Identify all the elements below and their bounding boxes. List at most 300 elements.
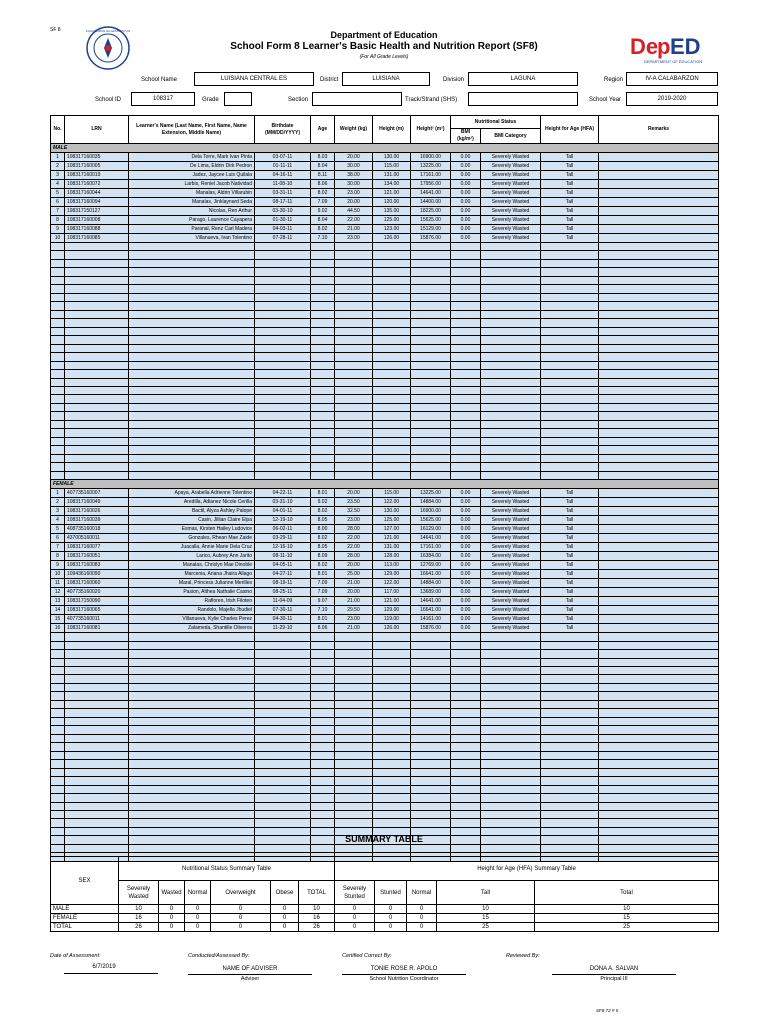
- cell-bmi[interactable]: 0.00: [451, 225, 481, 234]
- cell-height[interactable]: [373, 844, 411, 852]
- cell-remarks[interactable]: [599, 692, 719, 700]
- cell-name[interactable]: [129, 353, 255, 361]
- cell-birthdate[interactable]: [255, 378, 311, 386]
- cell-birthdate[interactable]: [255, 386, 311, 394]
- cell-bmi[interactable]: 0.00: [451, 207, 481, 216]
- cell-lrn[interactable]: 408735160018: [65, 525, 129, 534]
- table-row[interactable]: [51, 336, 719, 344]
- cell-hfa[interactable]: [541, 319, 599, 327]
- cell-bmi[interactable]: [451, 709, 481, 717]
- cell-no[interactable]: 7: [51, 207, 65, 216]
- cell-name[interactable]: [129, 819, 255, 827]
- cell-lrn[interactable]: [65, 403, 129, 411]
- cell-name[interactable]: Dela Torre, Mark Ivan Pinta: [129, 153, 255, 162]
- cell-height2[interactable]: [411, 471, 451, 479]
- cell-height2[interactable]: [411, 361, 451, 369]
- cell-bmi-category[interactable]: Severely Wasted: [481, 606, 541, 615]
- cell-name[interactable]: Zalameda, Shantille Oliveros: [129, 624, 255, 633]
- table-row[interactable]: [51, 293, 719, 301]
- cell-bmi[interactable]: [451, 268, 481, 276]
- cell-bmi-category[interactable]: Severely Wasted: [481, 525, 541, 534]
- division-field[interactable]: LAGUNA: [468, 72, 578, 86]
- cell-bmi-category[interactable]: [481, 336, 541, 344]
- cell-remarks[interactable]: [599, 437, 719, 445]
- cell-height2[interactable]: 14884.00: [411, 498, 451, 507]
- cell-age[interactable]: [311, 310, 335, 318]
- cell-lrn[interactable]: [65, 302, 129, 310]
- cell-bmi[interactable]: 0.00: [451, 189, 481, 198]
- cell-bmi-category[interactable]: [481, 361, 541, 369]
- cell-age[interactable]: [311, 760, 335, 768]
- cell-lrn[interactable]: 108317160065: [65, 606, 129, 615]
- cell-age[interactable]: 7.09: [311, 198, 335, 207]
- cell-height[interactable]: 129.00: [373, 606, 411, 615]
- cell-lrn[interactable]: [65, 276, 129, 284]
- cell-age[interactable]: [311, 446, 335, 454]
- cell-no[interactable]: 8: [51, 216, 65, 225]
- cell-height2[interactable]: 17161.00: [411, 543, 451, 552]
- cell-height2[interactable]: [411, 844, 451, 852]
- cell-bmi[interactable]: 0.00: [451, 180, 481, 189]
- cell-height[interactable]: 115.00: [373, 489, 411, 498]
- cell-height2[interactable]: 13225.00: [411, 489, 451, 498]
- cell-lrn[interactable]: 407735160020: [65, 588, 129, 597]
- cell-height[interactable]: [373, 310, 411, 318]
- cell-name[interactable]: [129, 844, 255, 852]
- cell-name[interactable]: [129, 403, 255, 411]
- cell-name[interactable]: [129, 420, 255, 428]
- cell-bmi[interactable]: [451, 641, 481, 649]
- cell-weight[interactable]: 38.00: [335, 171, 373, 180]
- table-row[interactable]: [51, 463, 719, 471]
- cell-age[interactable]: [311, 683, 335, 691]
- cell-no[interactable]: [51, 395, 65, 403]
- cell-bmi-category[interactable]: Severely Wasted: [481, 552, 541, 561]
- cell-name[interactable]: [129, 293, 255, 301]
- cell-height[interactable]: 125.00: [373, 216, 411, 225]
- table-row[interactable]: [51, 153, 719, 162]
- cell-lrn[interactable]: [65, 285, 129, 293]
- cell-age[interactable]: [311, 726, 335, 734]
- cell-bmi-category[interactable]: [481, 471, 541, 479]
- cell-age[interactable]: 7.10: [311, 606, 335, 615]
- cell-name[interactable]: Aredilla, Adianez Nicole Cerilla: [129, 498, 255, 507]
- cell-weight[interactable]: [335, 794, 373, 802]
- cell-no[interactable]: 5: [51, 525, 65, 534]
- cell-no[interactable]: [51, 293, 65, 301]
- table-row[interactable]: [51, 543, 719, 552]
- cell-height[interactable]: 122.00: [373, 579, 411, 588]
- cell-remarks[interactable]: [599, 171, 719, 180]
- cell-weight[interactable]: [335, 268, 373, 276]
- cell-birthdate[interactable]: 08-17-11: [255, 198, 311, 207]
- cell-name[interactable]: Manalas, Jinklaynard Seda: [129, 198, 255, 207]
- cell-name[interactable]: [129, 395, 255, 403]
- cell-height2[interactable]: 17161.00: [411, 171, 451, 180]
- cell-age[interactable]: 8.09: [311, 552, 335, 561]
- cell-bmi-category[interactable]: Severely Wasted: [481, 597, 541, 606]
- cell-name[interactable]: Jadez, Jaycee Luis Quilala: [129, 171, 255, 180]
- cell-age[interactable]: 7.10: [311, 234, 335, 243]
- cell-name[interactable]: [129, 463, 255, 471]
- cell-bmi-category[interactable]: [481, 437, 541, 445]
- cell-hfa[interactable]: Tall: [541, 597, 599, 606]
- cell-remarks[interactable]: [599, 370, 719, 378]
- cell-bmi[interactable]: [451, 403, 481, 411]
- cell-no[interactable]: [51, 285, 65, 293]
- cell-birthdate[interactable]: [255, 463, 311, 471]
- cell-weight[interactable]: [335, 667, 373, 675]
- table-row[interactable]: [51, 454, 719, 462]
- cell-bmi[interactable]: [451, 336, 481, 344]
- cell-hfa[interactable]: [541, 302, 599, 310]
- cell-name[interactable]: [129, 667, 255, 675]
- cell-no[interactable]: [51, 709, 65, 717]
- cell-lrn[interactable]: 108317160051: [65, 552, 129, 561]
- cell-height2[interactable]: [411, 446, 451, 454]
- cell-lrn[interactable]: [65, 675, 129, 683]
- cell-no[interactable]: [51, 794, 65, 802]
- cell-bmi-category[interactable]: Severely Wasted: [481, 498, 541, 507]
- cell-lrn[interactable]: [65, 446, 129, 454]
- cell-birthdate[interactable]: [255, 819, 311, 827]
- cell-birthdate[interactable]: [255, 734, 311, 742]
- table-row[interactable]: [51, 802, 719, 810]
- table-row[interactable]: [51, 597, 719, 606]
- cell-no[interactable]: [51, 785, 65, 793]
- cell-lrn[interactable]: [65, 777, 129, 785]
- cell-no[interactable]: 1: [51, 153, 65, 162]
- cell-remarks[interactable]: [599, 285, 719, 293]
- cell-remarks[interactable]: [599, 579, 719, 588]
- cell-hfa[interactable]: [541, 726, 599, 734]
- cell-birthdate[interactable]: [255, 319, 311, 327]
- cell-bmi-category[interactable]: Severely Wasted: [481, 180, 541, 189]
- cell-no[interactable]: 5: [51, 189, 65, 198]
- cell-bmi[interactable]: 0.00: [451, 198, 481, 207]
- cell-remarks[interactable]: [599, 760, 719, 768]
- cell-remarks[interactable]: [599, 189, 719, 198]
- table-row[interactable]: [51, 675, 719, 683]
- cell-lrn[interactable]: 108317160083: [65, 561, 129, 570]
- cell-age[interactable]: 7.09: [311, 588, 335, 597]
- cell-bmi-category[interactable]: [481, 259, 541, 267]
- cell-remarks[interactable]: [599, 624, 719, 633]
- cell-bmi-category[interactable]: [481, 310, 541, 318]
- cell-remarks[interactable]: [599, 463, 719, 471]
- cell-age[interactable]: [311, 641, 335, 649]
- cell-weight[interactable]: 30.00: [335, 162, 373, 171]
- cell-lrn[interactable]: 108317160060: [65, 579, 129, 588]
- cell-hfa[interactable]: [541, 454, 599, 462]
- table-row[interactable]: [51, 310, 719, 318]
- cell-remarks[interactable]: [599, 516, 719, 525]
- cell-lrn[interactable]: [65, 463, 129, 471]
- track-field[interactable]: [468, 92, 578, 106]
- cell-lrn[interactable]: [65, 319, 129, 327]
- cell-bmi[interactable]: [451, 251, 481, 259]
- cell-hfa[interactable]: [541, 293, 599, 301]
- cell-height[interactable]: [373, 667, 411, 675]
- cell-name[interactable]: [129, 344, 255, 352]
- cell-hfa[interactable]: [541, 692, 599, 700]
- cell-lrn[interactable]: [65, 658, 129, 666]
- cell-weight[interactable]: 32.50: [335, 507, 373, 516]
- cell-bmi-category[interactable]: Severely Wasted: [481, 570, 541, 579]
- table-row[interactable]: [51, 709, 719, 717]
- cell-hfa[interactable]: [541, 641, 599, 649]
- cell-height2[interactable]: [411, 302, 451, 310]
- cell-hfa[interactable]: [541, 403, 599, 411]
- cell-birthdate[interactable]: 06-02-11: [255, 525, 311, 534]
- table-row[interactable]: [51, 162, 719, 171]
- cell-height[interactable]: [373, 819, 411, 827]
- cell-bmi-category[interactable]: Severely Wasted: [481, 189, 541, 198]
- cell-remarks[interactable]: [599, 700, 719, 708]
- cell-height2[interactable]: [411, 319, 451, 327]
- cell-bmi-category[interactable]: [481, 395, 541, 403]
- cell-weight[interactable]: [335, 760, 373, 768]
- cell-hfa[interactable]: [541, 437, 599, 445]
- cell-lrn[interactable]: [65, 641, 129, 649]
- cell-no[interactable]: [51, 777, 65, 785]
- cell-bmi-category[interactable]: [481, 378, 541, 386]
- cell-weight[interactable]: [335, 403, 373, 411]
- cell-weight[interactable]: [335, 709, 373, 717]
- cell-name[interactable]: [129, 454, 255, 462]
- cell-remarks[interactable]: [599, 216, 719, 225]
- cell-birthdate[interactable]: [255, 293, 311, 301]
- cell-bmi[interactable]: 0.00: [451, 516, 481, 525]
- table-row[interactable]: [51, 658, 719, 666]
- cell-bmi[interactable]: [451, 751, 481, 759]
- cell-height[interactable]: [373, 717, 411, 725]
- cell-no[interactable]: [51, 650, 65, 658]
- cell-height[interactable]: 117.00: [373, 588, 411, 597]
- cell-age[interactable]: [311, 412, 335, 420]
- cell-age[interactable]: 8.01: [311, 615, 335, 624]
- cell-hfa[interactable]: [541, 700, 599, 708]
- cell-weight[interactable]: [335, 395, 373, 403]
- cell-weight[interactable]: [335, 353, 373, 361]
- cell-height[interactable]: [373, 810, 411, 818]
- cell-weight[interactable]: [335, 650, 373, 658]
- cell-birthdate[interactable]: [255, 709, 311, 717]
- cell-no[interactable]: 10: [51, 570, 65, 579]
- cell-hfa[interactable]: [541, 336, 599, 344]
- cell-no[interactable]: 1: [51, 489, 65, 498]
- cell-remarks[interactable]: [599, 336, 719, 344]
- cell-no[interactable]: 7: [51, 543, 65, 552]
- cell-weight[interactable]: [335, 446, 373, 454]
- cell-lrn[interactable]: [65, 734, 129, 742]
- cell-birthdate[interactable]: 03-07-11: [255, 153, 311, 162]
- cell-bmi[interactable]: 0.00: [451, 543, 481, 552]
- cell-remarks[interactable]: [599, 810, 719, 818]
- cell-remarks[interactable]: [599, 429, 719, 437]
- cell-height2[interactable]: [411, 768, 451, 776]
- cell-no[interactable]: [51, 700, 65, 708]
- cell-bmi[interactable]: [451, 760, 481, 768]
- cell-weight[interactable]: 28.00: [335, 525, 373, 534]
- cell-height2[interactable]: [411, 777, 451, 785]
- cell-lrn[interactable]: 108317160039: [65, 516, 129, 525]
- cell-birthdate[interactable]: [255, 344, 311, 352]
- cell-height[interactable]: [373, 743, 411, 751]
- cell-name[interactable]: [129, 751, 255, 759]
- cell-hfa[interactable]: [541, 353, 599, 361]
- cell-hfa[interactable]: [541, 717, 599, 725]
- cell-lrn[interactable]: 198317150127: [65, 207, 129, 216]
- table-row[interactable]: [51, 429, 719, 437]
- cell-no[interactable]: [51, 259, 65, 267]
- cell-lrn[interactable]: [65, 259, 129, 267]
- cell-weight[interactable]: [335, 777, 373, 785]
- cell-height2[interactable]: [411, 810, 451, 818]
- table-row[interactable]: [51, 285, 719, 293]
- cell-hfa[interactable]: [541, 386, 599, 394]
- cell-remarks[interactable]: [599, 454, 719, 462]
- cell-name[interactable]: [129, 285, 255, 293]
- cell-remarks[interactable]: [599, 361, 719, 369]
- cell-bmi[interactable]: 0.00: [451, 507, 481, 516]
- cell-birthdate[interactable]: [255, 302, 311, 310]
- cell-name[interactable]: [129, 243, 255, 251]
- cell-birthdate[interactable]: [255, 403, 311, 411]
- cell-name[interactable]: Parago, Laurence Cayapera: [129, 216, 255, 225]
- cell-remarks[interactable]: [599, 251, 719, 259]
- cell-weight[interactable]: 20.00: [335, 561, 373, 570]
- cell-age[interactable]: [311, 751, 335, 759]
- cell-remarks[interactable]: [599, 162, 719, 171]
- table-row[interactable]: [51, 198, 719, 207]
- cell-height[interactable]: [373, 344, 411, 352]
- cell-height[interactable]: [373, 700, 411, 708]
- cell-no[interactable]: [51, 446, 65, 454]
- cell-bmi[interactable]: [451, 726, 481, 734]
- cell-hfa[interactable]: [541, 268, 599, 276]
- cell-no[interactable]: [51, 743, 65, 751]
- cell-weight[interactable]: [335, 819, 373, 827]
- cell-bmi-category[interactable]: [481, 802, 541, 810]
- cell-hfa[interactable]: [541, 251, 599, 259]
- cell-lrn[interactable]: [65, 386, 129, 394]
- cell-weight[interactable]: [335, 310, 373, 318]
- cell-weight[interactable]: 20.00: [335, 588, 373, 597]
- cell-lrn[interactable]: 108317160044: [65, 189, 129, 198]
- table-row[interactable]: [51, 189, 719, 198]
- table-row[interactable]: [51, 534, 719, 543]
- cell-bmi[interactable]: [451, 319, 481, 327]
- cell-lrn[interactable]: [65, 268, 129, 276]
- cell-hfa[interactable]: [541, 760, 599, 768]
- cell-hfa[interactable]: [541, 768, 599, 776]
- cell-bmi[interactable]: 0.00: [451, 216, 481, 225]
- cell-remarks[interactable]: [599, 446, 719, 454]
- cell-lrn[interactable]: [65, 454, 129, 462]
- cell-name[interactable]: Manalas, Aldrin Villarubin: [129, 189, 255, 198]
- cell-name[interactable]: [129, 471, 255, 479]
- cell-age[interactable]: [311, 658, 335, 666]
- cell-height[interactable]: [373, 768, 411, 776]
- cell-lrn[interactable]: [65, 437, 129, 445]
- table-row[interactable]: [51, 171, 719, 180]
- cell-birthdate[interactable]: [255, 768, 311, 776]
- cell-remarks[interactable]: [599, 525, 719, 534]
- cell-remarks[interactable]: [599, 302, 719, 310]
- cell-age[interactable]: 8.04: [311, 216, 335, 225]
- cell-height2[interactable]: 15129.00: [411, 225, 451, 234]
- table-row[interactable]: [51, 259, 719, 267]
- grade-field[interactable]: [224, 92, 252, 106]
- cell-bmi[interactable]: [451, 420, 481, 428]
- cell-no[interactable]: 10: [51, 234, 65, 243]
- cell-hfa[interactable]: [541, 446, 599, 454]
- cell-no[interactable]: [51, 370, 65, 378]
- cell-age[interactable]: [311, 319, 335, 327]
- cell-bmi[interactable]: [451, 361, 481, 369]
- cell-bmi[interactable]: 0.00: [451, 525, 481, 534]
- cell-name[interactable]: Paranal, Renz Carl Madera: [129, 225, 255, 234]
- cell-remarks[interactable]: [599, 207, 719, 216]
- cell-height[interactable]: [373, 243, 411, 251]
- cell-no[interactable]: [51, 751, 65, 759]
- cell-birthdate[interactable]: 04-27-11: [255, 570, 311, 579]
- cell-lrn[interactable]: [65, 667, 129, 675]
- cell-height2[interactable]: [411, 743, 451, 751]
- cell-remarks[interactable]: [599, 268, 719, 276]
- cell-age[interactable]: [311, 802, 335, 810]
- cell-height2[interactable]: [411, 370, 451, 378]
- cell-age[interactable]: [311, 276, 335, 284]
- cell-age[interactable]: [311, 743, 335, 751]
- cell-name[interactable]: Gonzales, Rhean Mae Zaide: [129, 534, 255, 543]
- cell-birthdate[interactable]: 01-11-11: [255, 162, 311, 171]
- cell-birthdate[interactable]: [255, 794, 311, 802]
- cell-bmi[interactable]: 0.00: [451, 579, 481, 588]
- cell-hfa[interactable]: Tall: [541, 189, 599, 198]
- cell-name[interactable]: [129, 700, 255, 708]
- cell-birthdate[interactable]: 12-16-10: [255, 543, 311, 552]
- cell-hfa[interactable]: Tall: [541, 180, 599, 189]
- cell-lrn[interactable]: [65, 751, 129, 759]
- cell-height2[interactable]: 14161.00: [411, 615, 451, 624]
- cell-height[interactable]: 131.00: [373, 171, 411, 180]
- cell-name[interactable]: Villanueva, Kylie Charles Perez: [129, 615, 255, 624]
- cell-lrn[interactable]: [65, 336, 129, 344]
- cell-height2[interactable]: [411, 353, 451, 361]
- cell-remarks[interactable]: [599, 319, 719, 327]
- cell-age[interactable]: 8.02: [311, 189, 335, 198]
- cell-birthdate[interactable]: [255, 777, 311, 785]
- cell-height[interactable]: [373, 420, 411, 428]
- cell-name[interactable]: [129, 370, 255, 378]
- cell-height[interactable]: 120.00: [373, 198, 411, 207]
- cell-bmi[interactable]: 0.00: [451, 615, 481, 624]
- cell-bmi-category[interactable]: Severely Wasted: [481, 543, 541, 552]
- cell-name[interactable]: [129, 302, 255, 310]
- cell-height2[interactable]: [411, 420, 451, 428]
- cell-name[interactable]: Esmas, Kirsten Hailey Ludovice: [129, 525, 255, 534]
- cell-bmi[interactable]: [451, 327, 481, 335]
- cell-height2[interactable]: 15625.00: [411, 216, 451, 225]
- cell-height2[interactable]: [411, 463, 451, 471]
- cell-bmi-category[interactable]: Severely Wasted: [481, 234, 541, 243]
- cell-weight[interactable]: [335, 251, 373, 259]
- cell-height[interactable]: [373, 251, 411, 259]
- cell-age[interactable]: [311, 259, 335, 267]
- cell-no[interactable]: [51, 463, 65, 471]
